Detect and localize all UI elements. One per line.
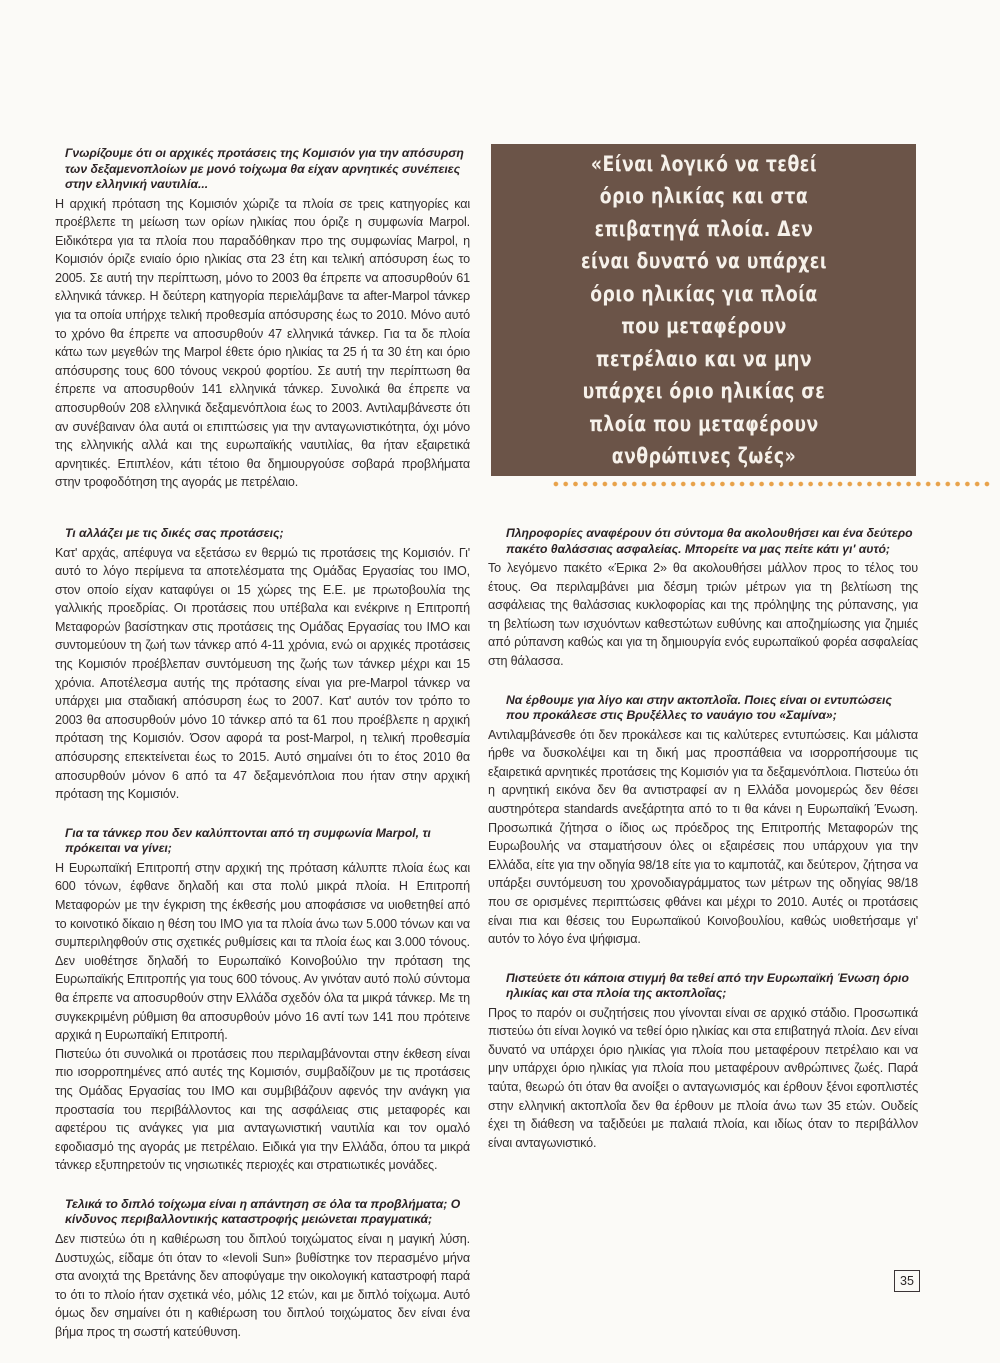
- qa-section: [55, 146, 470, 492]
- qa-section: [488, 526, 918, 671]
- question-heading: Τι αλλάζει με τις δικές σας προτάσεις;: [65, 526, 284, 540]
- question-heading: Γνωρίζουμε ότι οι αρχικές προτάσεις της Κομισιόν για την απόσυρση των δεξαμενοπλοίων με μονό τοίχωμα θα είχαν αρνητικές συνέπειες στην ελληνική ναυτιλία...: [65, 146, 464, 191]
- question-heading: Πληροφορίες αναφέρουν ότι σύντομα θα ακολουθήσει και ένα δεύτερο πακέτο θαλάσσιας ασφαλείας. Μπορείτε να μας πείτε κάτι γι' αυτό;: [506, 526, 913, 556]
- question-heading: Τελικά το διπλό τοίχωμα είναι η απάντηση σε όλα τα προβλήματα; Ο κίνδυνος περιβαλλοντικής καταστροφής μειώνεται πραγματικά;: [65, 1196, 461, 1227]
- question-heading: Για τα τάνκερ που δεν καλύπτονται από τη συμφωνία Marpol, τι πρόκειται να γίνει;: [65, 825, 431, 856]
- answer-paragraph: Το λεγόμενο πακέτο «Έρικα 2» θα ακολουθήσει μάλλον προς το τέλος του έτους. Θα περιλαμβάνει μια δέσμη τριών μέτρων για τη βελτίωση της ασφάλειας της θαλάσσιας κυκλοφορίας και της πρόληψης της ρύπανσης, για τη βελτίωση των ισχυόντων καθεστώτων ευθύνης και αποζημίωσης για ζημιές από ρύπανση καθώς και για τη δημιουργία ενός ευρωπαϊκού φορέα ασφαλείας στη θάλασσα.: [488, 561, 918, 668]
- pull-quote-text: «Είναι λογικό να τεθεί όριο ηλικίας και στα επιβατηγά πλοία. Δεν είναι δυνατό να υπάρχει όριο ηλικίας για πλοία που μεταφέρουν πετρέλαιο και να μην υπάρχει όριο ηλικίας σε πλοία που μεταφέρουν ανθρώπινες ζωές»: [580, 151, 827, 468]
- pull-quote-box: [491, 144, 916, 476]
- answer-paragraph: Η αρχική πρόταση της Κομισιόν χώριζε τα πλοία σε τρεις κατηγορίες και προέβλεπε τη μείωση των ορίων ηλικίας που όριζε η συμφωνία Marpol. Ειδικότερα για τα πλοία που παραδόθηκαν προ της συμφωνίας Marpol, η Κομισιόν όριζε ενιαίο όριο ηλικίας στα 23 έτη και τελική απόσυρση έως το 2005. Σε αυτή την περίπτωση, μόνο το 2003 θα έπρεπε να αποσυρθούν 61 ελληνικά τάνκερ. Η δεύτερη κατηγορία περιελάμβανε τα after-Marpol τάνκερ για τα οποία υπήρχε τελική προθεσμία απόσυρσης έως το 2010. Μόνο αυτό το χρόνο θα έπρεπε να αποσυρθούν 47 ελληνικά τάνκερ. Για τα δε πλοία κάτω των μεγεθών της Marpol έθετε όριο ηλικίας τα 25 ή τα 30 έτη και όριο απόσυρσης τους 600 τόνους νεκρού φορτίου. Σε αυτή την περίπτωση θα έπρεπε να αποσυρθούν 141 ελληνικά τάνκερ. Συνολικά θα έπρεπε να αποσυρθούν 208 ελληνικά δεξαμενόπλοια έως το 2003. Αντιλαμβάνεστε ότι αν συνέβαιναν όλα αυτά οι επιπτώσεις για την ανταγωνιστικότητα, όχι μόνο της ελληνικής αλλά και της ευρωπαϊκής ναυτιλίας, θα ήταν εξαιρετικά αρνητικές. Επιπλέον, κάτι τέτοιο θα δημιουργούσε σοβαρά προβλήματα στην τροφοδότηση της αγοράς με πετρέλαιο.: [55, 196, 470, 490]
- answer-paragraph: Δεν πιστεύω ότι η καθιέρωση του διπλού τοιχώματος είναι η μαγική λύση. Δυστυχώς, είδαμε ότι όταν το «Ievoli Sun» βυθίστηκε τον περασμένο μήνα στα ανοιχτά της Βρετάνης δεν αποφύγαμε την οικολογική καταστροφή παρά το ότι το πλοίο ήταν σχετικά νέο, μόλις 12 ετών, και με διπλό τοίχωμα. Αυτό όμως δεν σημαίνει ότι η καθιέρωση του διπλού τοιχώματος δεν είναι ένα βήμα προς τη σωστή κατεύθυνση.: [55, 1231, 470, 1339]
- column-left-top: [55, 146, 470, 514]
- qa-section: [55, 526, 470, 804]
- question-heading: Να έρθουμε για λίγο και στην ακτοπλοΐα. Ποιες είναι οι εντυπώσεις που προκάλεσε στις Βρυξέλλες το ναυάγιο του «Σαμίνα»;: [506, 692, 892, 723]
- answer-paragraph: Πιστεύω ότι συνολικά οι προτάσεις που περιλαμβάνονται στην έκθεση είναι πιο ισορροπημένες από αυτές της Κομισιόν, συμβαδίζουν με τις προτάσεις της Ομάδας Εργασίας του IMO και συμβιβάζουν αφενός την ανάγκη για προστασία του περιβάλλοντος και της ασφάλειας στις μεταφορές και αφετέρου τις ανάγκες για μια ανταγωνιστική ναυτιλία και τον ομαλό εφοδιασμό της αγοράς με πετρέλαιο. Ειδικά για την Ελλάδα, όπου τα μικρά τάνκερ εξυπηρετούν τις νησιωτικές περιοχές και στρατιωτικές μονάδες.: [55, 1046, 470, 1173]
- qa-section: [488, 971, 918, 1153]
- column-right: [488, 526, 918, 1174]
- qa-section: [488, 693, 918, 949]
- answer-paragraph: Κατ' αρχάς, απέφυγα να εξετάσω εν θερμώ τις προτάσεις της Κομισιόν. Γι' αυτό το λόγο περίμενα τα αποτελέσματα της Ομάδας Εργασίας του IMO, στον οποίο είχαν καταφύγει οι 15 χώρες της Ε.Ε. με πρωτοβουλία της γαλλικής προεδρίας. Οι προτάσεις που υπέβαλα και ενέκρινε η Επιτροπή Μεταφορών βασίστηκαν στις προτάσεις της Ομάδας Εργασίας του IMO και συντομεύουν τη ζωή των τάνκερ από 4-11 χρόνια, ενώ οι αρχικές προτάσεις της Κομισιόν προέβλεπαν συντόμευση της ζωής των τάνκερ μέχρι και 15 χρόνια. Αποτέλεσμα αυτής της πρότασης είναι για pre-Marpol τάνκερ να υπάρχει μια σταδιακή απόσυρση έως το 2007. Κατ' αυτόν τον τρόπο το 2003 θα αποσυρθούν μόνο 10 τάνκερ από τα 61 που προέβλεπε η αρχική πρόταση της Κομισιόν. Όσον αφορά τα post-Marpol, η τελική προθεσμία απόσυρσης επεκτείνεται έως το 2015. Αυτό σημαίνει ότι το έτος 2010 θα αποσυρθούν μόνον 6 από τα 47 δεξαμενόπλοια που ήταν στην αρχική πρόταση της Κομισιόν.: [55, 545, 470, 802]
- page-number: 35: [894, 1270, 920, 1292]
- answer-paragraph: Η Ευρωπαϊκή Επιτροπή στην αρχική της πρόταση κάλυπτε πλοία έως και 600 τόνων, έφθανε δηλαδή και στα πολύ μικρά πλοία. Η Επιτροπή Μεταφορών με την έγκριση της έκθεσής μου αποφάσισε να υιοθετηθεί από το κοινοτικό δίκαιο η θέση του IMO για τα πλοία άνω των 5.000 τόνων και να συμπεριληφθούν στις σχετικές ρυθμίσεις και τα πλοία έως και 3.000 τόνους. Δεν υιοθέτησε δηλαδή το Ευρωπαϊκό Κοινοβούλιο την πρόταση της Ευρωπαϊκής Επιτροπής για τους 600 τόνους. Αν γινόταν αυτό πολύ σύντομα θα έπρεπε να αποσυρθούν στην Ελλάδα σχεδόν όλα τα μικρά τάνκερ. Με τη συγκεκριμένη ρύθμιση θα αποσυρθούν μόνο 16 αντί των 141 που πρότεινε αρχικά η Ευρωπαϊκή Επιτροπή.: [55, 860, 471, 1043]
- answer-paragraph: Αντιλαμβάνεσθε ότι δεν προκάλεσε και τις καλύτερες εντυπώσεις. Και μάλιστα ήρθε να δυσκολέψει και τη δική μας προσπάθεια να ισορροπήσουμε τις εξαιρετικά αρνητικές προτάσεις της Κομισιόν για τα δεξαμενόπλοια. Πιστεύω ότι η αρνητική εικόνα δεν θα αντιστραφεί αν η Ελλάδα μονομερώς δεν θέσει αυστηρότερα standards ανεξάρτητα από το τι θα κάνει η Ευρωπαϊκή Ένωση. Προσωπικά ζήτησα ο ίδιος ως πρόεδρος της Επιτροπής Μεταφορών της Ευρωβουλής να σταματήσουν όλες οι εξαιρέσεις που υπάρχουν για την Ελλάδα, είτε για την οδηγία 98/18 είτε για το καμποτάζ, και δεύτερον, ζήτησα να υπάρξει συντόμευση του χρονοδιαγράμματος των μέτρων της οδηγίας 98/18 που σε ορισμένες περιπτώσεις φθάνει και μέχρι το 2010. Αυτές οι προτάσεις είναι πια και θέσεις του Ευρωπαϊκού Κοινοβουλίου, καθώς υιοθετήσαμε γι' αυτόν το λόγο ένα ψήφισμα.: [488, 727, 918, 947]
- qa-section: [55, 826, 470, 1175]
- answer-paragraph: Προς το παρόν οι συζητήσεις που γίνονται είναι σε αρχικό στάδιο. Προσωπικά πιστεύω ότι είναι λογικό να τεθεί όριο ηλικίας και στα επιβατηγά πλοία. Δεν είναι δυνατό να υπάρχει όριο ηλικίας για πλοία που μεταφέρουν πετρέλαιο και να μην υπάρχει όριο ηλικίας για πλοία που μεταφέρουν ανθρώπινες ζωές. Παρά ταύτα, θεωρώ ότι όταν θα ανοίξει ο ανταγωνισμός και έρθουν ξένοι εφοπλιστές στην ελληνική ακτοπλοΐα δεν θα έρθουν με πλοία άνω των 35 ετών. Ουδείς έχει τη διάθεση να ταξιδεύει με παλαιά πλοία, και ιδίως όταν το περιβάλλον είναι ανταγωνιστικό.: [488, 1005, 918, 1150]
- dotted-rule: [551, 480, 991, 488]
- question-heading: Πιστεύετε ότι κάποια στιγμή θα τεθεί από την Ευρωπαϊκή Ένωση όριο ηλικίας και στα πλοία της ακτοπλοΐας;: [506, 970, 909, 1001]
- column-left: [55, 526, 470, 1363]
